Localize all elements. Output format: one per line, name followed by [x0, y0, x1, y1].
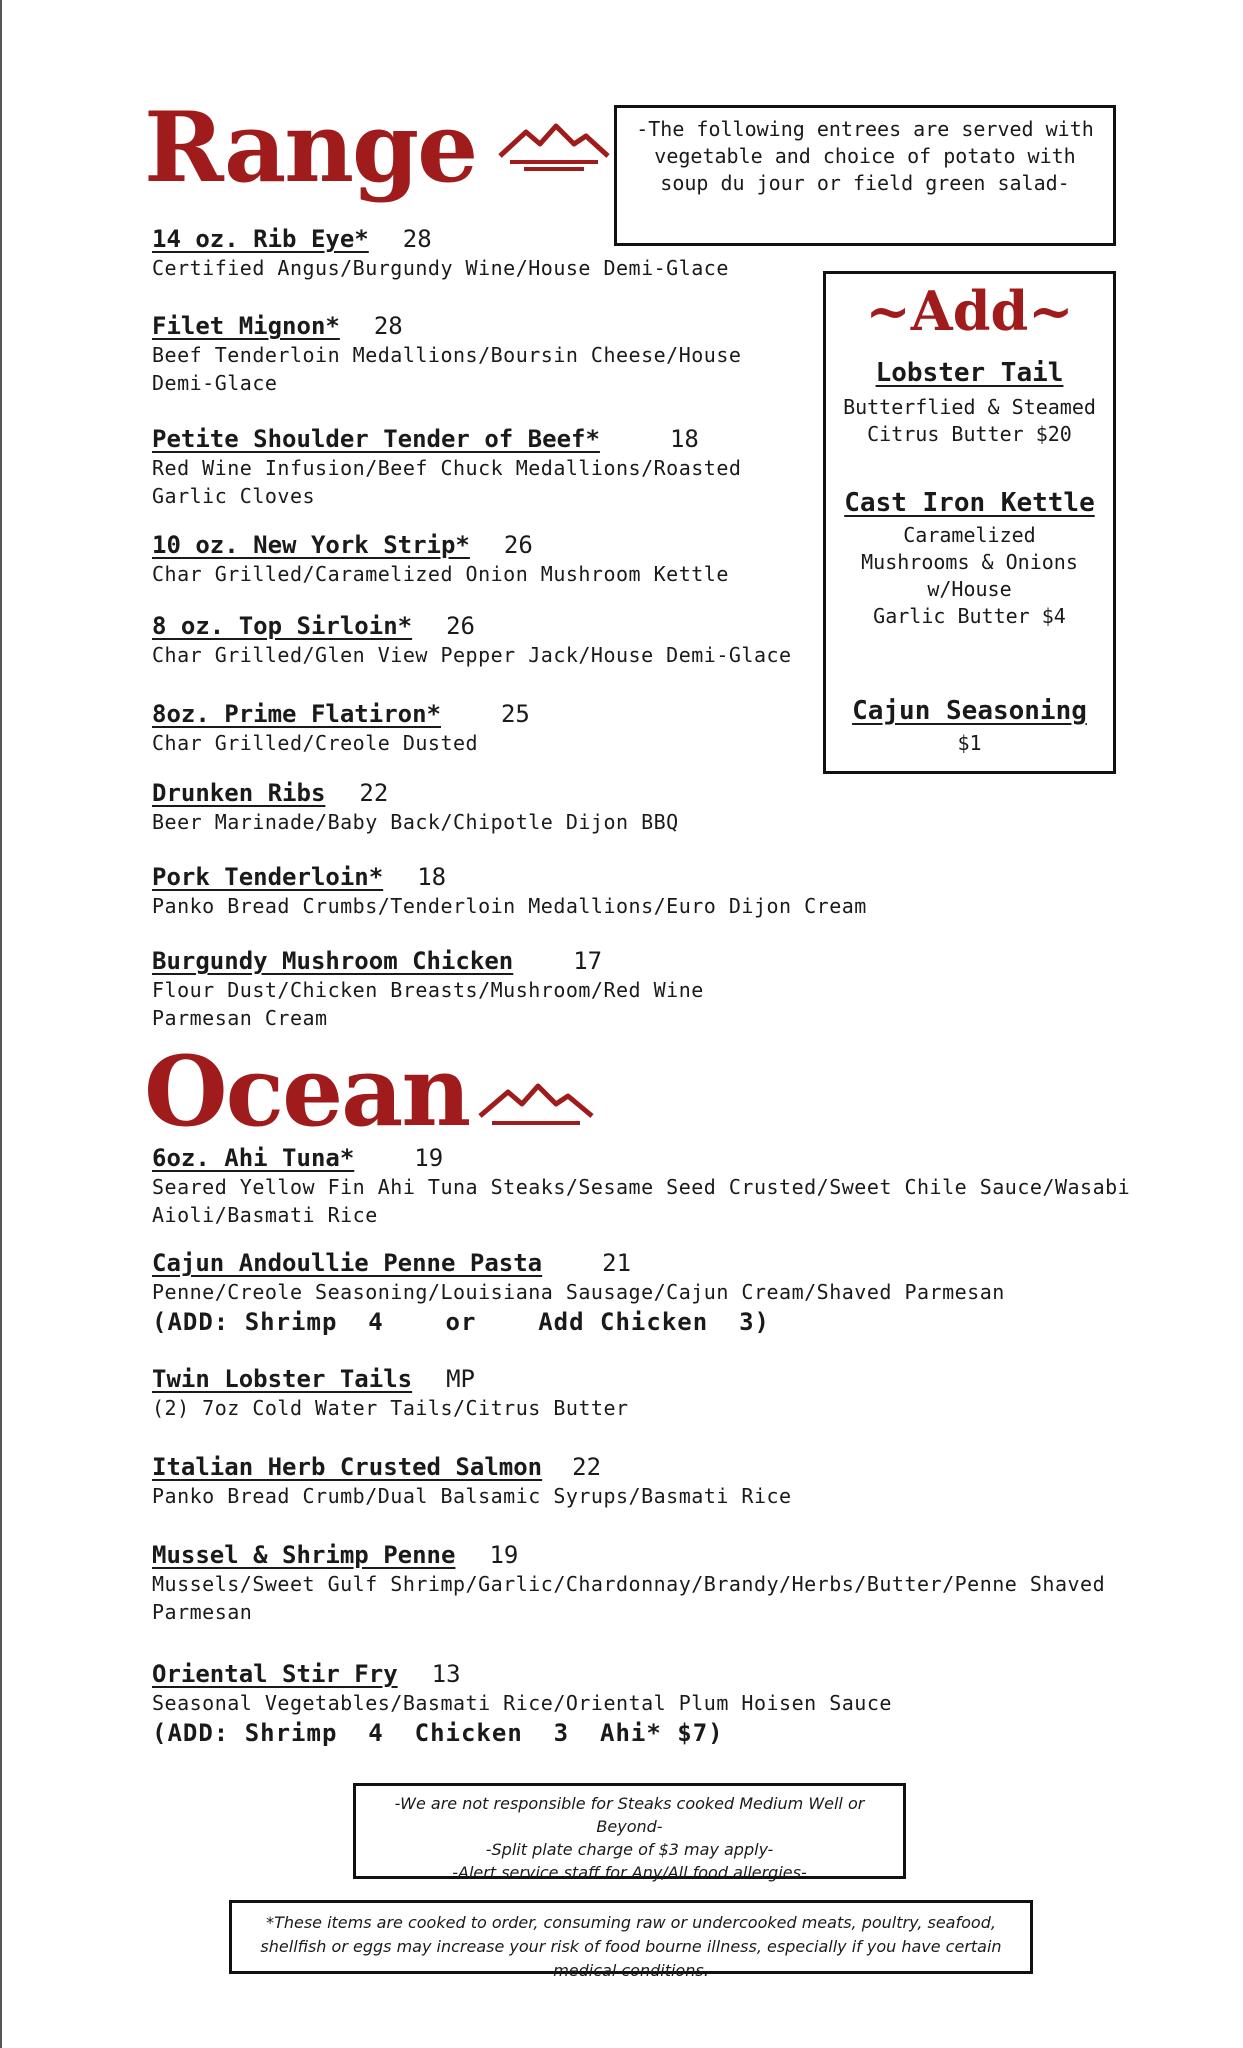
ocean-heading: Ocean	[144, 1035, 470, 1148]
add-on-description: Butterflied & Steamed	[843, 395, 1096, 419]
range-item	[152, 699, 530, 757]
mountain-icon	[498, 122, 610, 172]
item-description: Penne/Creole Seasoning/Louisiana Sausage/Cajun Cream/Shaved Parmesan	[152, 1280, 1005, 1304]
ocean-item	[152, 1540, 1152, 1626]
disclaimer-line: -We are not responsible for Steaks cooked Medium Well or Beyond-	[394, 1794, 865, 1836]
ocean-item	[152, 1248, 1192, 1338]
mountain-icon	[478, 1082, 594, 1130]
item-price: 19	[489, 1541, 519, 1569]
item-description: Seasonal Vegetables/Basmati Rice/Oriental Plum Hoisen Sauce	[152, 1691, 892, 1715]
ocean-item	[152, 1143, 1152, 1229]
item-name: Drunken Ribs	[152, 779, 326, 807]
item-price: 22	[359, 779, 389, 807]
add-on-name: Cajun Seasoning	[852, 696, 1087, 726]
item-description: Seared Yellow Fin Ahi Tuna Steaks/Sesame Seed Crusted/Sweet Chile Sauce/Wasabi Aioli/Basmati Rice	[152, 1175, 1131, 1227]
add-on-item	[826, 358, 1113, 448]
item-description: Red Wine Infusion/Beef Chuck Medallions/Roasted Garlic Cloves	[152, 456, 742, 508]
add-ons-title: ~Add~	[865, 279, 1074, 343]
health-warning-text: *These items are cooked to order, consuming raw or undercooked meats, poultry, seafood, shellfish or eggs may increase your risk of food bourne illness, especially if you have certain medical conditions.	[260, 1913, 1002, 1980]
page-edge	[0, 0, 2, 2048]
item-price: 28	[402, 225, 432, 253]
add-ons-box	[823, 271, 1116, 774]
item-name: 8 oz. Top Sirloin*	[152, 612, 413, 640]
add-on-name: Lobster Tail	[875, 358, 1064, 388]
item-price: 21	[602, 1249, 632, 1277]
disclaimer-line: -Split plate charge of $3 may apply-	[485, 1840, 774, 1859]
item-price: 17	[573, 947, 603, 975]
range-item	[152, 611, 792, 669]
item-price: 18	[669, 425, 699, 453]
range-item	[152, 530, 729, 588]
item-addon-options: (ADD: Shrimp 4 or Add Chicken 3)	[152, 1308, 770, 1336]
ocean-item	[152, 1659, 1152, 1749]
item-name: 14 oz. Rib Eye*	[152, 225, 369, 253]
ocean-item	[152, 1364, 629, 1422]
item-name: Oriental Stir Fry	[152, 1660, 398, 1688]
item-name: 10 oz. New York Strip*	[152, 531, 470, 559]
range-heading: Range	[144, 91, 477, 204]
item-name: Petite Shoulder Tender of Beef*	[152, 425, 600, 453]
item-description: Certified Angus/Burgundy Wine/House Demi-Glace	[152, 256, 729, 280]
item-name: Cajun Andoullie Penne Pasta	[152, 1249, 543, 1277]
add-on-price-line: Garlic Butter $4	[873, 604, 1066, 628]
range-item	[152, 778, 679, 836]
item-description: Beer Marinade/Baby Back/Chipotle Dijon BBQ	[152, 810, 679, 834]
add-on-item	[826, 696, 1113, 757]
item-description: Beef Tenderloin Medallions/Boursin Cheese/House Demi-Glace	[152, 343, 742, 395]
item-description: Char Grilled/Caramelized Onion Mushroom Kettle	[152, 562, 729, 586]
item-addon-options: (ADD: Shrimp 4 Chicken 3 Ahi* $7)	[152, 1719, 724, 1747]
item-description: Panko Bread Crumb/Dual Balsamic Syrups/Basmati Rice	[152, 1484, 792, 1508]
item-description: Mussels/Sweet Gulf Shrimp/Garlic/Chardonnay/Brandy/Herbs/Butter/Penne Shaved Parmesan	[152, 1572, 1106, 1624]
range-item	[152, 424, 792, 510]
range-item	[152, 946, 792, 1032]
item-price: 26	[446, 612, 475, 640]
item-price: 26	[503, 531, 533, 559]
item-price: MP	[446, 1365, 475, 1393]
item-name: Burgundy Mushroom Chicken	[152, 947, 514, 975]
item-description: Char Grilled/Creole Dusted	[152, 731, 479, 755]
item-description: Char Grilled/Glen View Pepper Jack/House Demi-Glace	[152, 643, 792, 667]
item-description: (2) 7oz Cold Water Tails/Citrus Butter	[152, 1396, 629, 1420]
add-on-price-line: Citrus Butter $20	[867, 422, 1072, 446]
item-name: Pork Tenderloin*	[152, 863, 384, 891]
item-name: Mussel & Shrimp Penne	[152, 1541, 456, 1569]
item-price: 28	[373, 312, 403, 340]
ocean-item	[152, 1452, 792, 1510]
add-on-price-line: $1	[957, 731, 982, 755]
item-name: 8oz. Prime Flatiron*	[152, 700, 441, 728]
item-price: 18	[417, 863, 447, 891]
item-name: 6oz. Ahi Tuna*	[152, 1144, 355, 1172]
disclaimer-box	[353, 1783, 906, 1882]
item-price: 22	[572, 1453, 602, 1481]
item-description: Panko Bread Crumbs/Tenderloin Medallions/Euro Dijon Cream	[152, 894, 867, 918]
item-price: 19	[414, 1144, 444, 1172]
item-name: Filet Mignon*	[152, 312, 340, 340]
add-on-description: Caramelized Mushrooms & Onions w/House	[861, 523, 1078, 601]
add-on-item	[826, 488, 1113, 630]
item-description: Flour Dust/Chicken Breasts/Mushroom/Red Wine Parmesan Cream	[152, 978, 704, 1030]
health-warning-box	[229, 1900, 1033, 1980]
entree-note-text: -The following entrees are served with vegetable and choice of potato with soup du jour or field green salad-	[636, 117, 1094, 195]
add-on-name: Cast Iron Kettle	[844, 488, 1095, 518]
item-price: 13	[431, 1660, 461, 1688]
range-item	[152, 311, 792, 397]
range-item	[152, 224, 729, 282]
range-item	[152, 862, 867, 920]
item-price: 25	[500, 700, 530, 728]
disclaimer-line: -Alert service staff for Any/All food allergies-	[452, 1863, 807, 1882]
item-name: Twin Lobster Tails	[152, 1365, 413, 1393]
item-name: Italian Herb Crusted Salmon	[152, 1453, 543, 1481]
